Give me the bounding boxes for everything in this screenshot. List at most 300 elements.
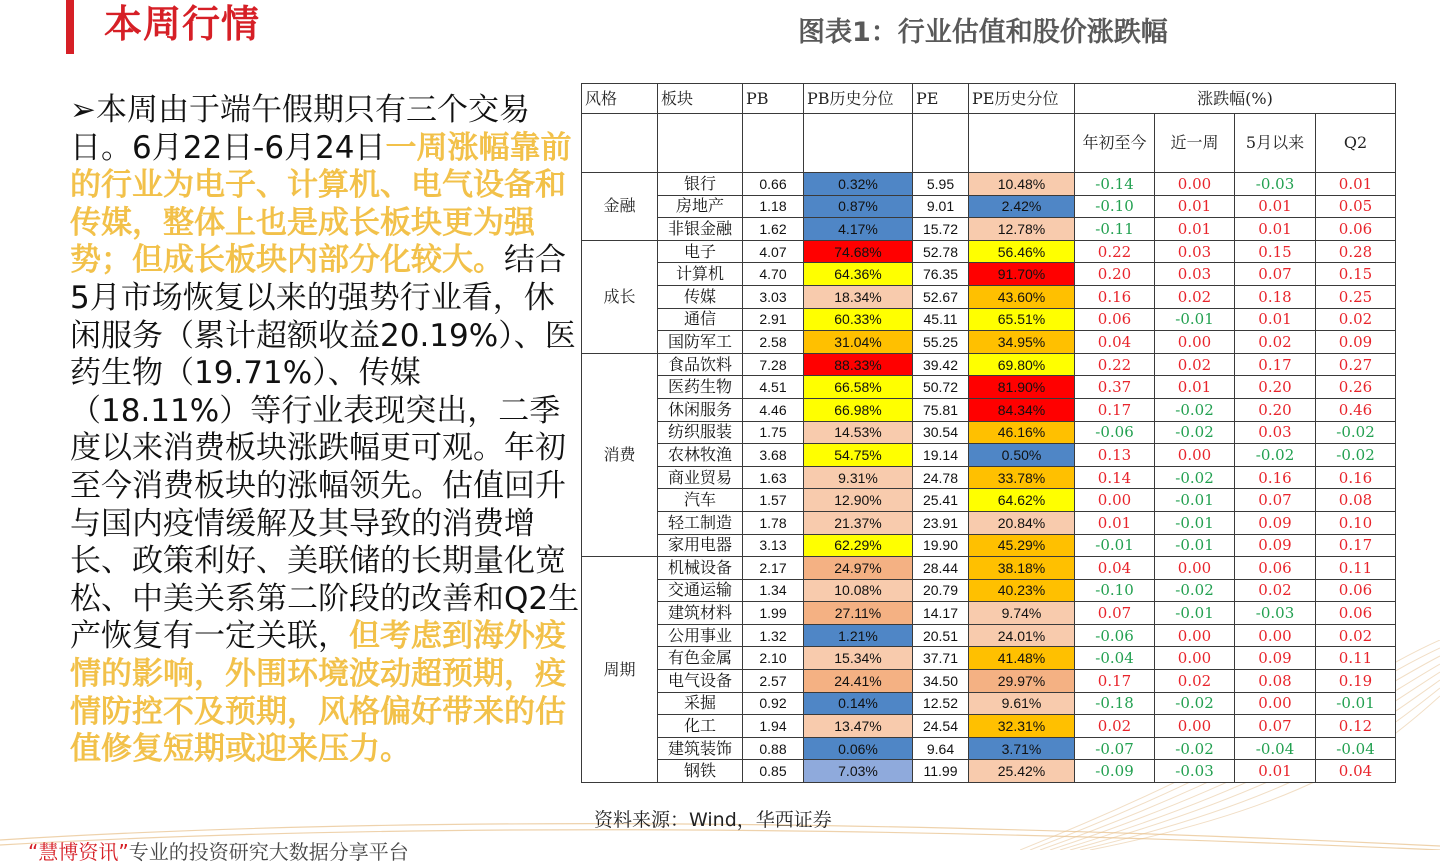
table-row [582,444,1396,467]
week-change-cell: -0.02 [1155,579,1235,602]
pb-percentile-cell: 10.08% [804,579,913,602]
pe-cell: 23.91 [913,511,969,534]
source-note: 资料来源：Wind，华西证券 [594,809,832,831]
header-blank [969,114,1075,173]
q2-change-cell: 0.06 [1316,602,1396,625]
week-change-cell: 0.00 [1155,331,1235,354]
ytd-change-cell: -0.06 [1075,624,1155,647]
q2-change-cell: 0.12 [1316,715,1396,738]
table-row [582,466,1396,489]
pe-cell: 19.14 [913,444,969,467]
q2-change-cell: 0.46 [1316,398,1396,421]
q2-change-cell: -0.02 [1316,444,1396,467]
table-row [582,534,1396,557]
since-may-change-cell: 0.07 [1235,263,1316,286]
body-paragraph [70,92,580,769]
footer-text: 专业的投资研究大数据分享平台 [128,840,409,864]
since-may-change-cell: 0.01 [1235,308,1316,331]
header-blank [582,114,658,173]
header-change: 涨跌幅(%) [1075,84,1396,114]
header-blank [658,114,743,173]
pe-percentile-cell: 10.48% [969,173,1075,196]
q2-change-cell: 0.19 [1316,670,1396,693]
pe-percentile-cell: 2.42% [969,195,1075,218]
since-may-change-cell: 0.07 [1235,489,1316,512]
ytd-change-cell: 0.17 [1075,398,1155,421]
header-ytd: 年初至今 [1075,114,1155,173]
since-may-change-cell: 0.01 [1235,218,1316,241]
pe-percentile-cell: 9.61% [969,692,1075,715]
header-pe-percentile: PE历史分位 [969,84,1075,114]
pb-cell: 1.63 [743,466,804,489]
pb-percentile-cell: 14.53% [804,421,913,444]
table-row [582,511,1396,534]
table-row [582,195,1396,218]
since-may-change-cell: 0.16 [1235,466,1316,489]
q2-change-cell: 0.04 [1316,760,1396,783]
pb-percentile-cell: 0.14% [804,692,913,715]
pe-percentile-cell: 24.01% [969,624,1075,647]
pb-percentile-cell: 21.37% [804,511,913,534]
week-change-cell: -0.02 [1155,737,1235,760]
pe-cell: 76.35 [913,263,969,286]
q2-change-cell: 0.26 [1316,376,1396,399]
pe-cell: 55.25 [913,331,969,354]
body-text-part-1: 本周由于端午假期只有三个交易日。6月22日-6月24日 [70,92,530,166]
since-may-change-cell: 0.09 [1235,511,1316,534]
table-row [582,760,1396,783]
pe-cell: 20.51 [913,624,969,647]
pe-percentile-cell: 29.97% [969,670,1075,693]
pe-cell: 5.95 [913,173,969,196]
q2-change-cell: -0.02 [1316,421,1396,444]
pb-percentile-cell: 27.11% [804,602,913,625]
pb-cell: 1.62 [743,218,804,241]
pb-cell: 3.13 [743,534,804,557]
table-row [582,624,1396,647]
table-row [582,331,1396,354]
sector-cell: 农林牧渔 [658,444,743,467]
since-may-change-cell: -0.03 [1235,173,1316,196]
ytd-change-cell: 0.22 [1075,240,1155,263]
ytd-change-cell: 0.17 [1075,670,1155,693]
pe-cell: 15.72 [913,218,969,241]
ytd-change-cell: -0.10 [1075,195,1155,218]
pb-percentile-cell: 74.68% [804,240,913,263]
style-cell: 成长 [582,240,658,353]
body-highlight-1: 一周涨幅靠前的行业为电子、计算机、电气设备和传媒，整体上也是成长板块更为强势；但成长板块内部分化较大。 [70,129,572,279]
since-may-change-cell: 0.20 [1235,398,1316,421]
q2-change-cell: 0.01 [1316,173,1396,196]
pe-cell: 19.90 [913,534,969,557]
week-change-cell: 0.01 [1155,218,1235,241]
pb-percentile-cell: 24.97% [804,557,913,580]
sector-cell: 公用事业 [658,624,743,647]
pb-cell: 1.94 [743,715,804,738]
week-change-cell: 0.00 [1155,173,1235,196]
pb-cell: 0.92 [743,692,804,715]
pb-percentile-cell: 18.34% [804,285,913,308]
pb-cell: 1.99 [743,602,804,625]
table-body [582,173,1396,783]
pe-cell: 12.52 [913,692,969,715]
table-row [582,647,1396,670]
pe-cell: 28.44 [913,557,969,580]
pb-cell: 4.70 [743,263,804,286]
pb-cell: 1.75 [743,421,804,444]
q2-change-cell: 0.11 [1316,557,1396,580]
sector-cell: 商业贸易 [658,466,743,489]
pe-percentile-cell: 3.71% [969,737,1075,760]
sector-cell: 有色金属 [658,647,743,670]
pb-percentile-cell: 13.47% [804,715,913,738]
pe-percentile-cell: 12.78% [969,218,1075,241]
pe-cell: 39.42 [913,353,969,376]
week-change-cell: 0.02 [1155,285,1235,308]
pe-cell: 30.54 [913,421,969,444]
sector-cell: 计算机 [658,263,743,286]
pe-percentile-cell: 45.29% [969,534,1075,557]
table-row [582,670,1396,693]
pb-cell: 2.10 [743,647,804,670]
pe-cell: 52.78 [913,240,969,263]
pe-percentile-cell: 65.51% [969,308,1075,331]
sector-cell: 非银金融 [658,218,743,241]
pe-percentile-cell: 33.78% [969,466,1075,489]
pb-percentile-cell: 7.03% [804,760,913,783]
pe-percentile-cell: 0.50% [969,444,1075,467]
table-row [582,218,1396,241]
header-q2: Q2 [1316,114,1396,173]
ytd-change-cell: 0.07 [1075,602,1155,625]
pb-cell: 1.32 [743,624,804,647]
pb-percentile-cell: 66.58% [804,376,913,399]
pb-percentile-cell: 24.41% [804,670,913,693]
pb-percentile-cell: 4.17% [804,218,913,241]
week-change-cell: -0.02 [1155,692,1235,715]
since-may-change-cell: 0.01 [1235,760,1316,783]
q2-change-cell: 0.25 [1316,285,1396,308]
pe-cell: 52.67 [913,285,969,308]
ytd-change-cell: -0.11 [1075,218,1155,241]
ytd-change-cell: 0.00 [1075,489,1155,512]
style-cell: 消费 [582,353,658,556]
sector-cell: 电子 [658,240,743,263]
q2-change-cell: 0.28 [1316,240,1396,263]
since-may-change-cell: 0.20 [1235,376,1316,399]
sector-cell: 化工 [658,715,743,738]
pe-cell: 9.64 [913,737,969,760]
since-may-change-cell: 0.07 [1235,715,1316,738]
q2-change-cell: -0.04 [1316,737,1396,760]
sector-cell: 银行 [658,173,743,196]
pe-cell: 24.54 [913,715,969,738]
q2-change-cell: 0.10 [1316,511,1396,534]
q2-change-cell: -0.01 [1316,692,1396,715]
table-row [582,737,1396,760]
header-pb: PB [743,84,804,114]
pe-percentile-cell: 34.95% [969,331,1075,354]
header-blank [913,114,969,173]
table-row [582,715,1396,738]
q2-change-cell: 0.02 [1316,624,1396,647]
pb-percentile-cell: 66.98% [804,398,913,421]
since-may-change-cell: 0.03 [1235,421,1316,444]
q2-change-cell: 0.11 [1316,647,1396,670]
pe-percentile-cell: 32.31% [969,715,1075,738]
style-cell: 金融 [582,173,658,241]
since-may-change-cell: 0.17 [1235,353,1316,376]
header-blank [743,114,804,173]
ytd-change-cell: -0.09 [1075,760,1155,783]
pb-percentile-cell: 31.04% [804,331,913,354]
page-title: 本周行情 [104,2,261,46]
pb-cell: 7.28 [743,353,804,376]
week-change-cell: 0.00 [1155,624,1235,647]
week-change-cell: 0.01 [1155,376,1235,399]
pb-percentile-cell: 9.31% [804,466,913,489]
sector-cell: 医药生物 [658,376,743,399]
pe-cell: 9.01 [913,195,969,218]
pe-percentile-cell: 20.84% [969,511,1075,534]
since-may-change-cell: 0.06 [1235,557,1316,580]
ytd-change-cell: 0.04 [1075,331,1155,354]
pb-cell: 0.88 [743,737,804,760]
ytd-change-cell: 0.02 [1075,715,1155,738]
q2-change-cell: 0.06 [1316,579,1396,602]
pb-percentile-cell: 15.34% [804,647,913,670]
table-row [582,285,1396,308]
body-highlight-2: 但考虑到海外疫情的影响，外围环境波动超预期，疫情防控不及预期，风格偏好带来的估值修复短期或迎来压力。 [70,618,566,768]
style-cell: 周期 [582,557,658,783]
q2-change-cell: 0.16 [1316,466,1396,489]
pe-percentile-cell: 56.46% [969,240,1075,263]
pe-percentile-cell: 91.70% [969,263,1075,286]
table-row [582,173,1396,196]
pe-cell: 11.99 [913,760,969,783]
ytd-change-cell: -0.14 [1075,173,1155,196]
pb-percentile-cell: 1.21% [804,624,913,647]
table-row [582,240,1396,263]
pe-percentile-cell: 46.16% [969,421,1075,444]
pe-percentile-cell: 40.23% [969,579,1075,602]
since-may-change-cell: 0.00 [1235,624,1316,647]
ytd-change-cell: -0.06 [1075,421,1155,444]
pe-percentile-cell: 81.90% [969,376,1075,399]
week-change-cell: -0.01 [1155,534,1235,557]
table-row [582,557,1396,580]
sector-cell: 采掘 [658,692,743,715]
pe-cell: 37.71 [913,647,969,670]
ytd-change-cell: 0.22 [1075,353,1155,376]
since-may-change-cell: 0.01 [1235,195,1316,218]
header-week: 近一周 [1155,114,1235,173]
pe-percentile-cell: 38.18% [969,557,1075,580]
ytd-change-cell: -0.01 [1075,534,1155,557]
pe-percentile-cell: 9.74% [969,602,1075,625]
title-accent-bar [66,0,74,54]
week-change-cell: -0.01 [1155,308,1235,331]
sector-cell: 机械设备 [658,557,743,580]
pb-percentile-cell: 0.06% [804,737,913,760]
header-blank [804,114,913,173]
pb-cell: 2.58 [743,331,804,354]
sector-cell: 建筑装饰 [658,737,743,760]
since-may-change-cell: 0.15 [1235,240,1316,263]
week-change-cell: 0.03 [1155,240,1235,263]
ytd-change-cell: 0.04 [1075,557,1155,580]
ytd-change-cell: -0.10 [1075,579,1155,602]
footer-brand: “慧博资讯” [28,840,129,864]
pb-cell: 1.18 [743,195,804,218]
header-since-may: 5月以来 [1235,114,1316,173]
since-may-change-cell: -0.02 [1235,444,1316,467]
q2-change-cell: 0.08 [1316,489,1396,512]
sector-cell: 通信 [658,308,743,331]
table-row [582,376,1396,399]
valuation-table [581,83,1396,783]
pe-percentile-cell: 43.60% [969,285,1075,308]
since-may-change-cell: 0.09 [1235,534,1316,557]
since-may-change-cell: 0.08 [1235,670,1316,693]
pe-cell: 75.81 [913,398,969,421]
pe-percentile-cell: 84.34% [969,398,1075,421]
sector-cell: 食品饮料 [658,353,743,376]
sector-cell: 家用电器 [658,534,743,557]
header-pe: PE [913,84,969,114]
pb-percentile-cell: 62.29% [804,534,913,557]
pe-cell: 45.11 [913,308,969,331]
sector-cell: 传媒 [658,285,743,308]
q2-change-cell: 0.17 [1316,534,1396,557]
week-change-cell: 0.03 [1155,263,1235,286]
figure-title: 图表1：行业估值和股价涨跌幅 [798,17,1168,48]
header-sector: 板块 [658,84,743,114]
bullet-arrow-icon: ➢ [70,92,96,128]
table-row [582,398,1396,421]
pb-percentile-cell: 64.36% [804,263,913,286]
ytd-change-cell: 0.37 [1075,376,1155,399]
pb-percentile-cell: 0.87% [804,195,913,218]
table-row [582,353,1396,376]
ytd-change-cell: 0.16 [1075,285,1155,308]
sector-cell: 电气设备 [658,670,743,693]
table-row [582,692,1396,715]
since-may-change-cell: 0.02 [1235,331,1316,354]
q2-change-cell: 0.27 [1316,353,1396,376]
ytd-change-cell: 0.01 [1075,511,1155,534]
pb-percentile-cell: 60.33% [804,308,913,331]
pb-cell: 0.66 [743,173,804,196]
pb-percentile-cell: 54.75% [804,444,913,467]
pb-cell: 0.85 [743,760,804,783]
sector-cell: 房地产 [658,195,743,218]
week-change-cell: -0.01 [1155,602,1235,625]
pb-cell: 4.07 [743,240,804,263]
ytd-change-cell: 0.06 [1075,308,1155,331]
pb-cell: 4.51 [743,376,804,399]
ytd-change-cell: -0.07 [1075,737,1155,760]
pb-cell: 2.91 [743,308,804,331]
header-style: 风格 [582,84,658,114]
sector-cell: 交通运输 [658,579,743,602]
pe-cell: 20.79 [913,579,969,602]
q2-change-cell: 0.06 [1316,218,1396,241]
since-may-change-cell: 0.18 [1235,285,1316,308]
table-row [582,579,1396,602]
since-may-change-cell: -0.04 [1235,737,1316,760]
pb-percentile-cell: 88.33% [804,353,913,376]
sector-cell: 休闲服务 [658,398,743,421]
week-change-cell: 0.02 [1155,670,1235,693]
since-may-change-cell: 0.02 [1235,579,1316,602]
table-row [582,602,1396,625]
table-row [582,421,1396,444]
sector-cell: 国防军工 [658,331,743,354]
table-row [582,308,1396,331]
pb-cell: 3.68 [743,444,804,467]
pb-cell: 3.03 [743,285,804,308]
week-change-cell: 0.00 [1155,647,1235,670]
pe-cell: 50.72 [913,376,969,399]
pb-cell: 2.17 [743,557,804,580]
pe-percentile-cell: 41.48% [969,647,1075,670]
sector-cell: 建筑材料 [658,602,743,625]
week-change-cell: -0.02 [1155,421,1235,444]
week-change-cell: -0.01 [1155,511,1235,534]
ytd-change-cell: -0.04 [1075,647,1155,670]
pb-cell: 2.57 [743,670,804,693]
week-change-cell: 0.01 [1155,195,1235,218]
sector-cell: 轻工制造 [658,511,743,534]
week-change-cell: 0.00 [1155,715,1235,738]
ytd-change-cell: -0.18 [1075,692,1155,715]
pe-cell: 34.50 [913,670,969,693]
since-may-change-cell: 0.09 [1235,647,1316,670]
week-change-cell: 0.00 [1155,557,1235,580]
body-text-part-2: 结合5月市场恢复以来的强势行业看，休闲服务（累计超额收益20.19%）、医药生物（19.71%）、传媒（18.11%）等行业表现突出，二季度以来消费板块涨跌幅更可观。年初至今消费板块的涨幅领先。估值回升与国内疫情缓解及其导致的消费增长、政策利好、美联储的长期量化宽松、中美关系第二阶段的改善和Q2生产恢复有一定关联， [70,242,580,655]
q2-change-cell: 0.02 [1316,308,1396,331]
week-change-cell: -0.02 [1155,398,1235,421]
pe-cell: 14.17 [913,602,969,625]
q2-change-cell: 0.05 [1316,195,1396,218]
sector-cell: 汽车 [658,489,743,512]
table-row [582,489,1396,512]
pe-percentile-cell: 25.42% [969,760,1075,783]
pb-cell: 1.34 [743,579,804,602]
since-may-change-cell: -0.03 [1235,602,1316,625]
pb-cell: 4.46 [743,398,804,421]
pb-percentile-cell: 12.90% [804,489,913,512]
ytd-change-cell: 0.14 [1075,466,1155,489]
pe-cell: 24.78 [913,466,969,489]
week-change-cell: -0.02 [1155,466,1235,489]
pe-cell: 25.41 [913,489,969,512]
q2-change-cell: 0.15 [1316,263,1396,286]
since-may-change-cell: 0.00 [1235,692,1316,715]
pb-cell: 1.57 [743,489,804,512]
week-change-cell: -0.03 [1155,760,1235,783]
pe-percentile-cell: 64.62% [969,489,1075,512]
q2-change-cell: 0.09 [1316,331,1396,354]
pb-cell: 1.78 [743,511,804,534]
sector-cell: 纺织服装 [658,421,743,444]
ytd-change-cell: 0.13 [1075,444,1155,467]
pe-percentile-cell: 69.80% [969,353,1075,376]
week-change-cell: -0.01 [1155,489,1235,512]
table-row [582,263,1396,286]
week-change-cell: 0.02 [1155,353,1235,376]
